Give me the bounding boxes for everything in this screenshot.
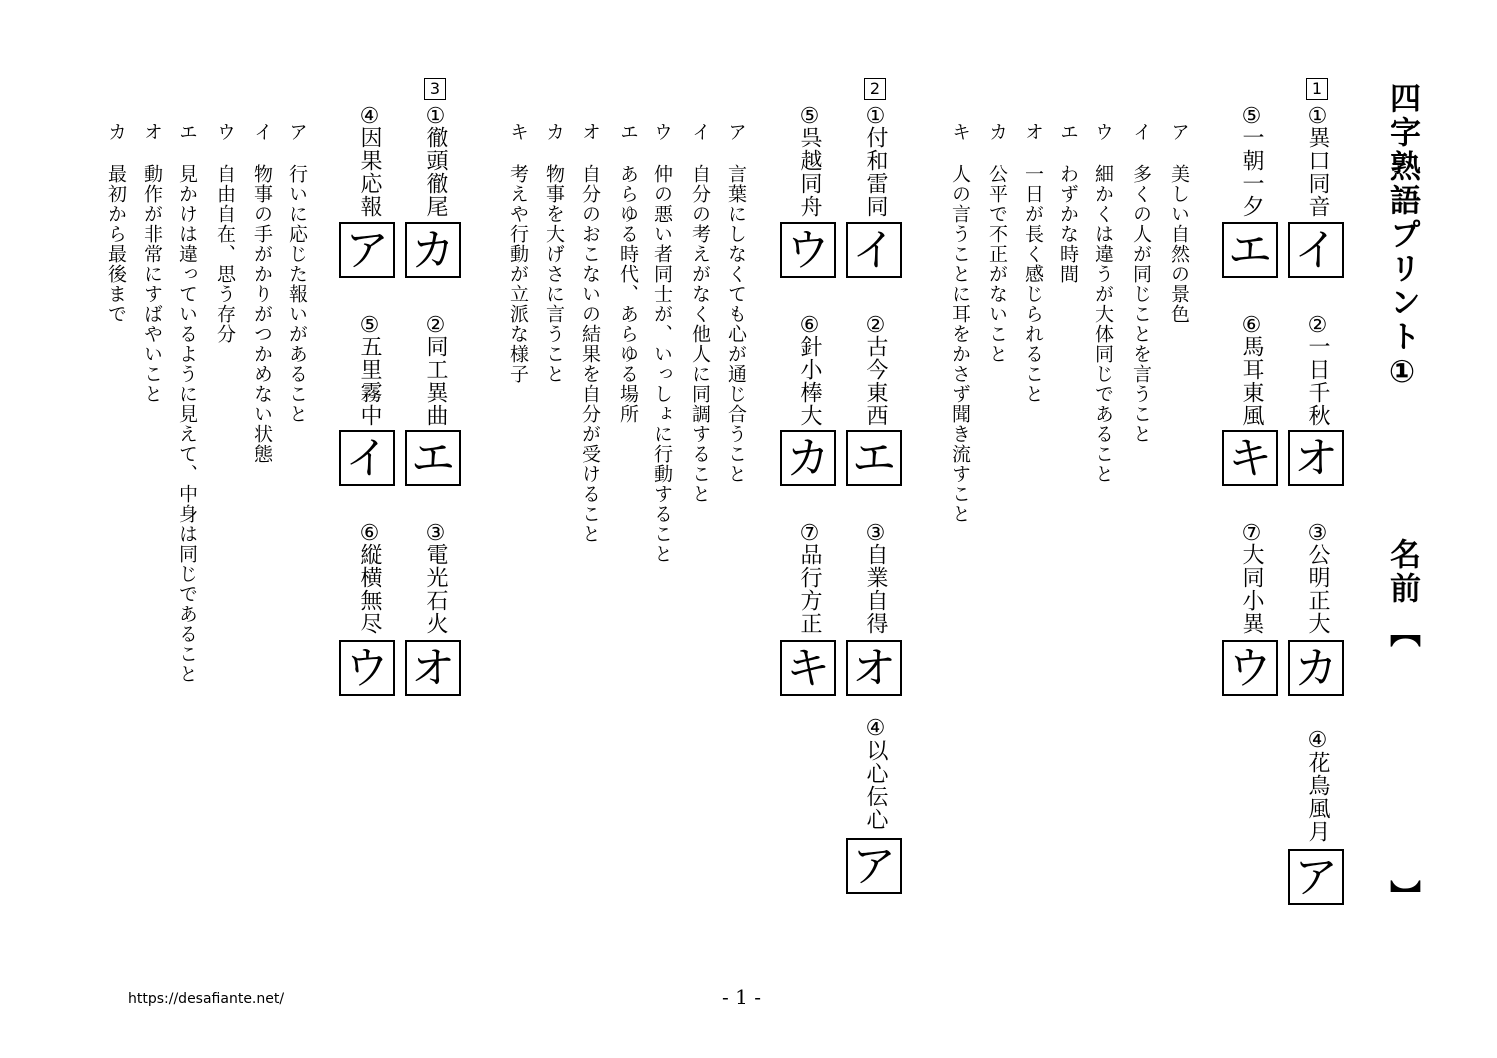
choice-text: 物事を大げさに言うこと <box>543 164 565 384</box>
choice-label: ア <box>1168 122 1190 142</box>
yoji-word: 花鳥風月 <box>1305 751 1330 843</box>
choice-text: 自分のおこないの結果を自分が受けること <box>579 164 601 544</box>
item-number: ② <box>1305 313 1330 338</box>
choice-text: 仲の悪い者同士が、いっしょに行動すること <box>651 164 673 564</box>
item-number: ③ <box>423 521 448 546</box>
choice-label: キ <box>949 122 971 142</box>
answer-box[interactable]: キ <box>1222 430 1278 486</box>
yoji-word: 大同小異 <box>1239 543 1264 635</box>
page-number: - 1 - <box>722 985 761 1009</box>
choice-label: ウ <box>214 122 236 142</box>
yoji-word: 一朝一夕 <box>1239 126 1264 218</box>
choice-label: オ <box>141 122 163 142</box>
choice-label: ア <box>286 122 308 142</box>
item-number: ① <box>1305 104 1330 129</box>
yoji-word: 同工異曲 <box>423 335 448 427</box>
answer-box[interactable]: ア <box>339 222 395 278</box>
answer-box[interactable]: イ <box>339 430 395 486</box>
yoji-word: 一日千秋 <box>1305 335 1330 427</box>
choice-label: イ <box>251 122 273 142</box>
choice-label: カ <box>543 122 565 142</box>
answer-box[interactable]: オ <box>405 640 461 696</box>
item-number: ⑤ <box>357 313 382 338</box>
answer-box[interactable]: エ <box>846 430 902 486</box>
item-number: ④ <box>1305 728 1330 753</box>
choice-text: あらゆる時代、あらゆる場所 <box>617 164 639 424</box>
choice-text: 細かくは違うが大体同じであること <box>1092 164 1114 484</box>
choice-text: 多くの人が同じことを言うこと <box>1130 164 1152 444</box>
answer-box[interactable]: オ <box>1288 430 1344 486</box>
item-number: ⑥ <box>357 521 382 546</box>
choice-text: 一日が長く感じられること <box>1022 164 1044 404</box>
choice-text: 動作が非常にすばやいこと <box>141 164 163 404</box>
item-number: ④ <box>863 716 888 741</box>
item-number: ⑤ <box>797 104 822 129</box>
yoji-word: 品行方正 <box>797 543 822 635</box>
choice-text: 美しい自然の景色 <box>1168 164 1190 324</box>
yoji-word: 自業自得 <box>863 543 888 635</box>
choice-text: わずかな時間 <box>1057 164 1079 284</box>
choice-label: オ <box>1022 122 1044 142</box>
item-number: ⑦ <box>1239 521 1264 546</box>
choice-label: イ <box>1130 122 1152 142</box>
item-number: ③ <box>863 521 888 546</box>
yoji-word: 縦横無尽 <box>357 543 382 635</box>
choice-text: 自由自在、思う存分 <box>214 164 236 344</box>
name-bracket-open: 【 <box>1384 616 1420 650</box>
section-number: 3 <box>424 78 446 100</box>
yoji-word: 公明正大 <box>1305 543 1330 635</box>
choice-label: キ <box>507 122 529 142</box>
item-number: ① <box>863 104 888 129</box>
yoji-word: 五里霧中 <box>357 335 382 427</box>
choice-text: 行いに応じた報いがあること <box>286 164 308 424</box>
answer-box[interactable]: イ <box>846 222 902 278</box>
item-number: ② <box>423 313 448 338</box>
choice-text: 言葉にしなくても心が通じ合うこと <box>725 164 747 484</box>
page-title: 四字熟語プリント① <box>1384 82 1420 393</box>
item-number: ② <box>863 313 888 338</box>
answer-box[interactable]: イ <box>1288 222 1344 278</box>
choice-text: 人の言うことに耳をかさず聞き流すこと <box>949 164 971 524</box>
choice-text: 最初から最後まで <box>105 164 127 324</box>
choice-label: ウ <box>1092 122 1114 142</box>
answer-box[interactable]: カ <box>780 430 836 486</box>
choice-label: ア <box>725 122 747 142</box>
choice-label: カ <box>986 122 1008 142</box>
choice-label: エ <box>1057 122 1079 142</box>
answer-box[interactable]: ア <box>1288 849 1344 905</box>
choice-label: エ <box>176 122 198 142</box>
yoji-word: 馬耳東風 <box>1239 335 1264 427</box>
answer-box[interactable]: オ <box>846 640 902 696</box>
item-number: ③ <box>1305 521 1330 546</box>
item-number: ⑥ <box>1239 313 1264 338</box>
choice-label: オ <box>579 122 601 142</box>
answer-box[interactable]: ウ <box>1222 640 1278 696</box>
section-number: 1 <box>1306 78 1328 100</box>
name-bracket-close: 】 <box>1384 880 1420 914</box>
section-number: 2 <box>864 78 886 100</box>
yoji-word: 徹頭徹尾 <box>423 126 448 218</box>
yoji-word: 古今東西 <box>863 335 888 427</box>
answer-box[interactable]: ア <box>846 838 902 894</box>
yoji-word: 以心伝心 <box>863 739 888 831</box>
answer-box[interactable]: カ <box>405 222 461 278</box>
answer-box[interactable]: ウ <box>339 640 395 696</box>
choice-label: カ <box>105 122 127 142</box>
item-number: ① <box>423 104 448 129</box>
item-number: ⑥ <box>797 313 822 338</box>
name-label: 名前 <box>1384 538 1420 606</box>
answer-box[interactable]: エ <box>1222 222 1278 278</box>
yoji-word: 呉越同舟 <box>797 126 822 218</box>
choice-label: エ <box>617 122 639 142</box>
choice-text: 公平で不正がないこと <box>986 164 1008 364</box>
item-number: ④ <box>357 104 382 129</box>
answer-box[interactable]: エ <box>405 430 461 486</box>
choice-text: 見かけは違っているように見えて、中身は同じであること <box>176 164 198 684</box>
footer-url[interactable]: https://desafiante.net/ <box>128 991 285 1007</box>
yoji-word: 付和雷同 <box>863 126 888 218</box>
choice-label: イ <box>689 122 711 142</box>
choice-label: ウ <box>651 122 673 142</box>
answer-box[interactable]: キ <box>780 640 836 696</box>
choice-text: 考えや行動が立派な様子 <box>507 164 529 384</box>
yoji-word: 異口同音 <box>1305 126 1330 218</box>
yoji-word: 針小棒大 <box>797 335 822 427</box>
choice-text: 物事の手がかりがつかめない状態 <box>251 164 273 464</box>
item-number: ⑦ <box>797 521 822 546</box>
answer-box[interactable]: ウ <box>780 222 836 278</box>
item-number: ⑤ <box>1239 104 1264 129</box>
choice-text: 自分の考えがなく他人に同調すること <box>689 164 711 504</box>
yoji-word: 因果応報 <box>357 126 382 218</box>
yoji-word: 電光石火 <box>423 543 448 635</box>
answer-box[interactable]: カ <box>1288 640 1344 696</box>
